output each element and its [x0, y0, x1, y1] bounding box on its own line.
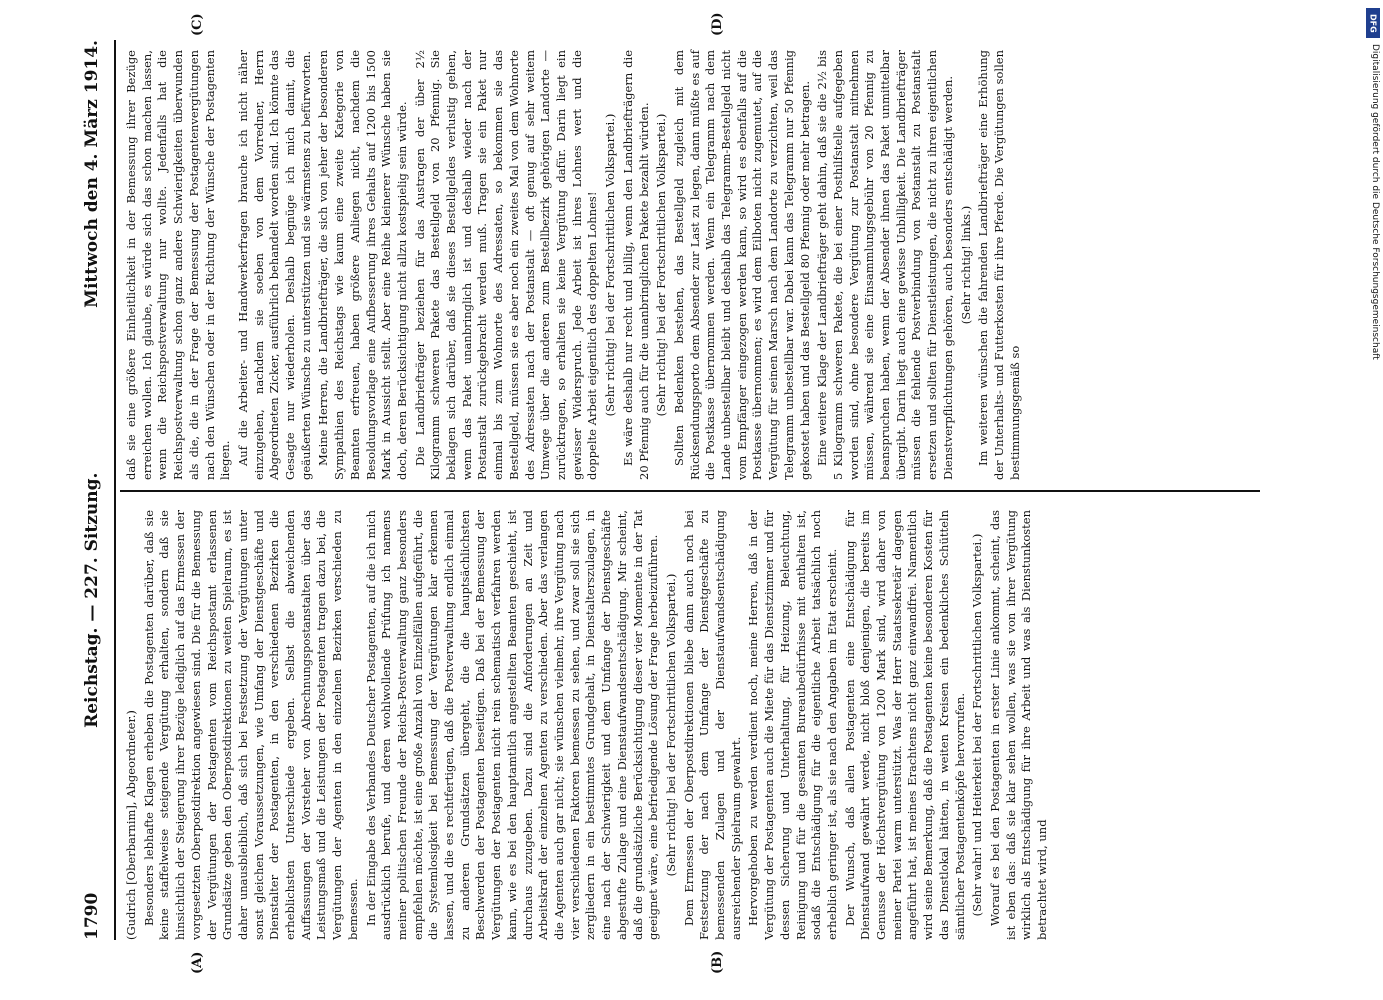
margin-letter-c: (C): [190, 13, 205, 36]
scanned-page: [30, 0, 1360, 1000]
paragraph: Meine Herren, die Landbriefträger, die sich von jeher der besonderen Sympathien des Reichstags wie kaum eine zweite Kategorie von Beamten erfreuen, haben größere Anliegen nicht, nachdem die Besoldungsvorlage eine Aufbesserung ihres Gehalts auf 1200 bis 1500 Mark in Aussicht stellt. Aber eine Reihe kleinerer Wünsche haben sie doch, deren Berücksichtigung nicht allzu kostspielig sein würde.: [316, 50, 409, 480]
paragraph: Hervorgehoben zu werden verdient noch, meine Herren, daß in der Vergütung der Postagenten auch die Miete für das Dienstzimmer und für dessen Sicherung und Unterhaltung, für Heizung, Beleuchtung, Reinigung und für die gesamten Bureaubedürfnisse mit enthalten ist, sodaß die Entschädigung für die eigentliche Arbeit tatsächlich noch erheblich geringer ist, als sie nach den Angaben im Etat erscheint.: [746, 510, 839, 940]
paragraph: Eine weitere Klage der Landbriefträger geht dahin, daß sie die 2½ bis 5 Kilogramm schweren Pakete, die bei einer Posthilfstelle aufgegeben worden sind, ohne besondere Vergütung zur Postanstalt mitnehmen müssen, während sie eine Einsammlungsgebühr von 20 Pfennig zu beanspruchen haben, wenn der Absender ihnen das Paket unmittelbar übergibt. Darin liegt auch eine gewisse Unbilligkeit. Die Landbriefträger müssen die fehlende Postverbindung von Postanstalt zu Postanstalt ersetzen und sollten für Dienstleistungen, die nicht zu ihren eigentlichen Dienstverpflichtungen gehören, auch besonders entschädigt werden.: [815, 50, 955, 480]
left-running-title: Reichstag. — 227. Sitzung.: [82, 472, 102, 728]
paragraph: Die Landbriefträger beziehen für das Austragen der über 2½ Kilogramm schweren Pakete das Bestellgeld von 20 Pfennig. Sie beklagen sich darüber, daß sie dieses Bestellgeldes verlustig gehen, wenn das Paket unanbringlich ist und deshalb wieder nach der Postanstalt zurückgebracht werden muß. Tragen sie ein Paket nur einmal bis zum Wohnorte des Adressaten, so bekommen sie das Bestellgeld, müssen sie es aber noch ein zweites Mal von dem Wohnorte des Adressaten nach der Postanstalt — oft genug auf sehr weitem Umwege über die anderen zum Bestellbezirk gehörigen Landorte — zurücktragen, so erhalten sie keine Vergütung dafür. Darin liegt ein gewisser Widerspruch. Jede Arbeit ist ihres Lohnes wert und die doppelte Arbeit eigentlich des doppelten Lohnes!: [412, 50, 600, 480]
margin-letter-b: (B): [710, 950, 725, 974]
margin-letter-a: (A): [190, 951, 205, 974]
paragraph: Auf die Arbeiter- und Handwerkerfragen brauche ich nicht näher einzugehen, nachdem sie soeben von dem Vorredner, Herrn Abgeordneten Zicker, ausführlich behandelt worden sind. Ich könnte das Gesagte nur wiederholen. Deshalb begnüge ich mich damit, die geäußerten Wünsche zu unterstützen und sie wärmstens zu befürworten.: [235, 50, 313, 480]
left-column: [124, 510, 1053, 940]
speaker-line: (Gudrich [Oberbarnim], Abgeordneter.): [124, 710, 138, 940]
paragraph: Der Wunsch, daß allen Postagenten eine Entschädigung für Dienstaufwand gewährt werde, nicht bloß denjenigen, die bereits im Genusse der Höchstvergütung von 1200 Mark sind, wird daher von meiner Partei warm unterstützt. Was der Herr Staatssekretär dagegen angeführt hat, ist meines Erachtens nicht ganz einwandfrei. Namentlich wird seine Bemerkung, daß die Postagenten keine besonderen Kosten für das Dienstlokal hätten, in weiten Kreisen ein bedenkliches Schütteln sämtlicher Postagentenköpfe hervorrufen.: [842, 510, 967, 940]
paragraph: Dem Ermessen der Oberpostdirektionen bliebe dann auch noch bei Festsetzung der nach dem Umfange der Dienstgeschäfte zu bemessenden Zulagen und der Dienstaufwandsentschädigung ausreichender Spielraum gewahrt.: [681, 510, 743, 940]
right-running-title: Mittwoch den 4. März 1914.: [82, 40, 102, 308]
dfg-logo: DFG: [1366, 8, 1380, 38]
paragraph: Im weiteren wünschen die fahrenden Landbriefträger eine Erhöhung der Unterhalts- und Futterkosten für ihre Pferde. Die Vergütungen sollen bestimmungsgemäß so: [976, 50, 1022, 480]
paragraph: Besonders lebhafte Klagen erheben die Postagenten darüber, daß sie keine staffelweise steigende Vergütung erhalten, sondern daß sie hinsichtlich der Steigerung ihrer Bezüge lediglich auf das Ermessen der vorgesetzten Oberpostdirektion angewiesen sind. Die für die Bemessung der Vergütungen der Postagenten vom Reichspostamt erlassenen Grundsätze geben den Oberpostdirektionen zu weiten Spielraum, es ist daher unausbleiblich, daß sich bei Festsetzung der Vergütungen unter sonst gleichen Voraussetzungen, wie Umfang der Dienstgeschäfte und Dienstalter der Postagenten, in den verschiedenen Bezirken die erheblichsten Unterschiede ergeben. Selbst die abweichenden Auffassungen der Vorsteher von Abrechnungspostanstalten über das Leistungsmaß und die Leistungen der Postagenten tragen dazu bei, die Vergütungen der Agenten in den einzelnen Bezirken verschieden zu bemessen.: [141, 510, 360, 940]
paragraph: Sollten Bedenken bestehen, das Bestellgeld zugleich mit dem Rücksendungsporto dem Absender zur Last zu legen, dann müßte es auf die Postkasse übernommen werden. Wenn ein Telegramm nach dem Lande unbestellbar bleibt und deshalb das Telegramm-Bestellgeld nicht vom Empfänger eingezogen werden kann, so wird es ebenfalls auf die Postkasse übernommen; es wird dem Eilboten nicht zugemutet, auf die Vergütung für seinen Marsch nach dem Landorte zu verzichten, weil das Telegramm unbestellbar war. Dabei kann das Telegramm nur 50 Pfennig gekostet haben und das Bestellgeld 80 Pfennig oder mehr betragen.: [671, 50, 812, 480]
page-number: 1790: [82, 892, 102, 940]
paragraph: In der Eingabe des Verbandes Deutscher Postagenten, auf die ich mich ausdrücklich berufe, und deren wohlwollende Prüfung ich namens meiner politischen Freunde der Reichs-Postverwaltung ganz besonders empfehlen möchte, ist eine große Anzahl von Einzelfällen aufgeführt, die die Systemlosigkeit bei Bemessung der Vergütungen klar erkennen lassen, und die es rechtfertigen, daß die Postverwaltung endlich einmal zu anderen Grundsätzen übergeht, die die hauptsächlichsten Beschwerden der Postagenten beseitigen. Daß bei der Bemessung der Vergütungen der Postagenten nicht rein schematisch verfahren werden kann, wie es bei den hauptamtlich angestellten Beamten geschieht, ist durchaus zuzugeben. Dazu sind die Anforderungen an Zeit und Arbeitskraft der einzelnen Agenten zu verschieden. Aber das verlangen die Agenten auch gar nicht; sie wünschen vielmehr, ihre Vergütung nach vier verschiedenen Faktoren bemessen zu sehen, und zwar soll sie sich zergliedern in ein bestimmtes Grundgehalt, in Dienstalterszulagen, in eine nach der Schwierigkeit und dem Umfange der Dienstgeschäfte abgestufte Zulage und eine Dienstaufwandsentschädigung. Mir scheint, daß die grundsätzliche Berücksichtigung dieser vier Momente in der Tat geeignet wäre, eine befriedigende Lösung der Frage herbeizuführen.: [363, 510, 661, 940]
right-column: [124, 50, 1025, 480]
interjection: (Sehr richtig! bei der Fortschrittlichen Volkspartei.): [663, 573, 678, 877]
interjection: (Sehr richtig! links.): [958, 205, 973, 325]
paragraph: daß sie eine größere Einheitlichkeit in der Bemessung ihrer Bezüge erreichen wollen. Ich glaube, es würde sich das schon machen lassen, wenn die Reichspostverwaltung nur wollte. Jedenfalls hat die Reichspostverwaltung schon ganz andere Schwierigkeiten überwunden als die, die in der Frage der Bemessung der Postagentenvergütungen nach den Wünschen oder in der Richtung der Wünsche der Postagenten liegen.: [124, 50, 233, 480]
margin-letter-d: (D): [710, 12, 725, 36]
interjection: (Sehr wahr! und Heiterkeit bei der Fortschrittlichen Volkspartei.): [970, 533, 985, 917]
interjection: (Sehr richtig! bei der Fortschrittlichen Volkspartei.): [654, 113, 669, 417]
page-header: [70, 40, 116, 940]
paragraph: Worauf es bei den Postagenten in erster Linie ankommt, scheint, das ist eben das: daß sie klar sehen wollen, was sie von ihrer Vergütung wirklich als Entschädigung für ihre Arbeit und was als Dienstunkosten betrachtet wird, und: [987, 510, 1050, 940]
paragraph: Es wäre deshalb nur recht und billig, wenn den Landbriefträgern die 20 Pfennig auch für die unanbringlichen Pakete bezahlt würden.: [620, 50, 651, 480]
rotated-page-content: [70, 12, 1340, 974]
column-divider: [120, 491, 1260, 493]
digitization-note: Digitalisierung gefördert durch die Deutsche Forschungsgemeinschaft: [1370, 44, 1380, 360]
interjection: (Sehr richtig! bei der Fortschrittlichen Volkspartei.): [603, 113, 618, 417]
